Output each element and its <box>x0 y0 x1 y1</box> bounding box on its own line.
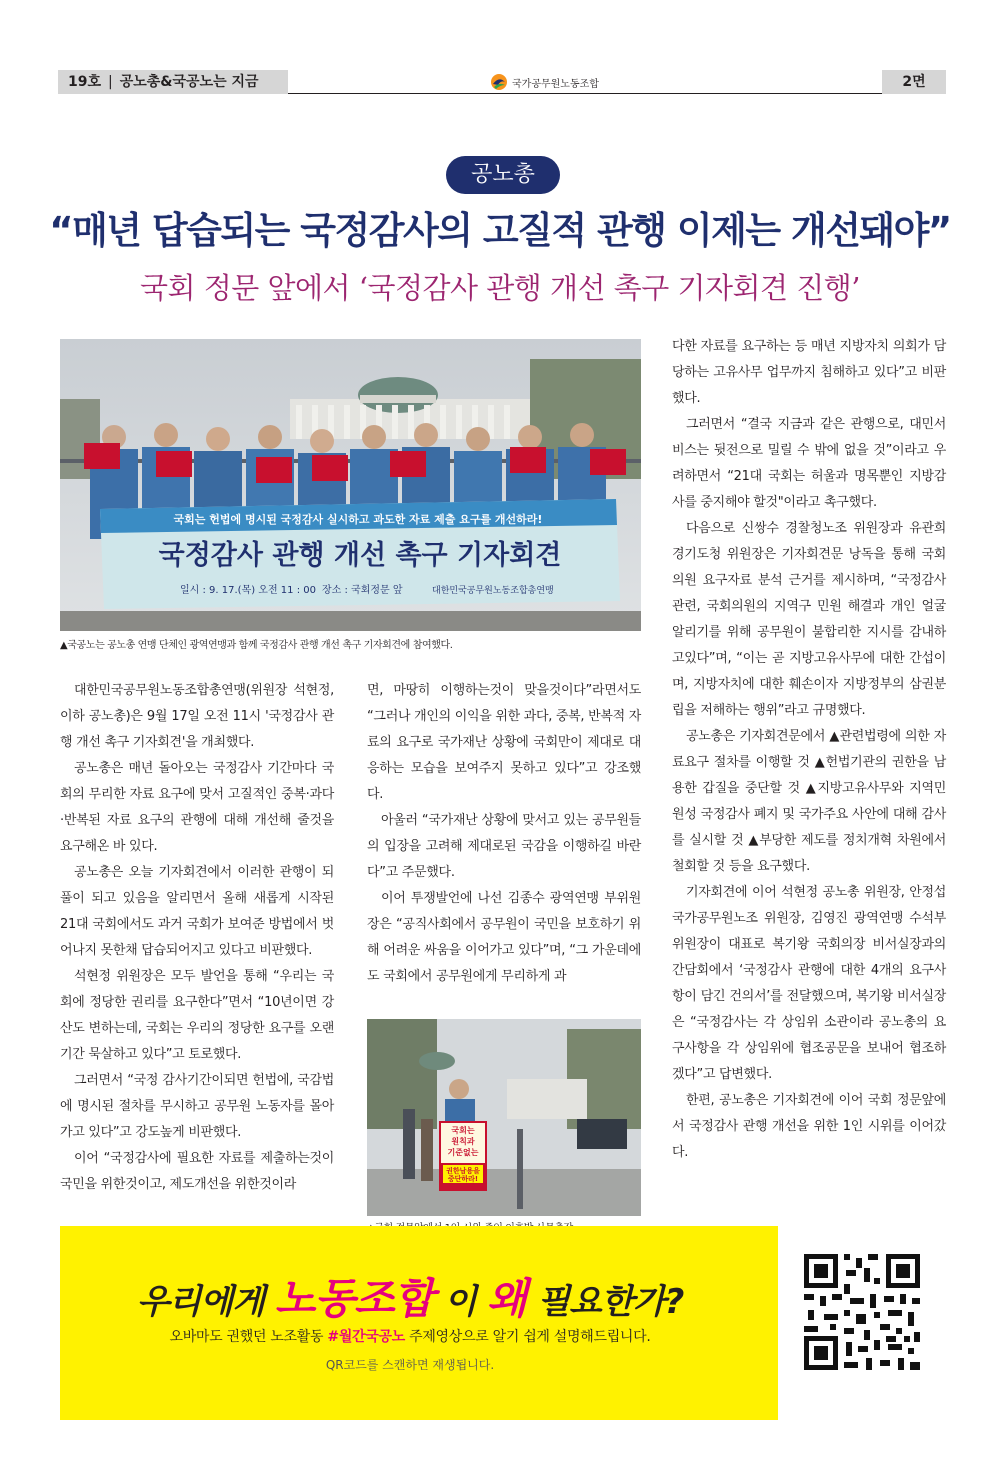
banner-date-text: 일시 : 9. 17.(목) 오전 11 : 00 <box>180 585 316 596</box>
sign-line-2: 원칙과 <box>451 1137 475 1146</box>
banner-title <box>60 1266 760 1326</box>
paragraph: 석현정 위원장은 모두 발언을 통해 “우리는 국회에 정당한 권리를 요구한다”면서 “10년이면 강산도 변하는데, 국회는 우리의 정당한 요구를 오랜기간 묵살하고 있다”고 토로했다. <box>60 969 334 1062</box>
page-number: 2면 <box>882 70 946 94</box>
banner-place-text: 장소 : 국회정문 앞 <box>322 585 403 596</box>
banner-top-text: 국회는 헌법에 명시된 국정감사 실시하고 과도한 자료 제출 요구를 개선하라! <box>173 513 543 526</box>
paragraph: 면, 마땅히 이행하는것이 맞을것이다”라면서도 “그러나 개인의 이익을 위한 과다, 중복, 반복적 자료의 요구로 국가재난 상황에 국회만이 제대로 대응하는 모습을 보여주지 못하고 있다”고 강조했다. <box>367 683 641 802</box>
banner-title-highlight: 노동조합 <box>274 1274 434 1323</box>
separator: | <box>108 74 113 90</box>
banner-title-highlight: 왜 <box>486 1274 527 1323</box>
banner-title-part: 필요한가? <box>537 1282 684 1322</box>
sign-line-1: 국회는 <box>451 1126 475 1135</box>
banner-title-part: 우리에게 <box>136 1282 265 1322</box>
issue-section-label <box>58 70 288 94</box>
page-header <box>58 70 946 94</box>
qr-code-icon <box>778 1226 946 1420</box>
paragraph: 대한민국공무원노동조합총연맹(위원장 석현정, 이하 공노총)은 9월 17일 오전 11시 '국정감사 관행 개선 촉구 기자회견'을 개최했다. <box>60 683 334 750</box>
issue-number: 19호 <box>68 74 102 90</box>
paragraph: 다음으로 신쌍수 경찰청노조 위원장과 유관희 경기도청 위원장은 기자회견문 낭독을 통해 국회의원 요구자료 분석 근거를 제시하며, “국정감사 관련, 국회의원의 지역구 민원 해결과 개인 얼굴 알리기를 위해 공무원이 불합리한 지시를 감내하고있다”며, “이는 곧 지방고유사무에 대한 간섭이며, 지방자치에 대한 훼손이자 지방정부의 삼권분립을 저해하는 행위”라고 규명했다. <box>672 521 946 718</box>
press-conference-photo <box>60 339 641 631</box>
promo-banner <box>60 1226 946 1420</box>
paragraph: 이어 투쟁발언에 나선 김종수 광역연맹 부위원장은 “공직사회에서 공무원이 국민을 보호하기 위해 어려운 싸움을 이어가고 있다”며, “그 가운데에도 국회에서 공무원에게 무리하게 과 <box>367 891 641 984</box>
banner-hashtag: #월간국공노 <box>327 1329 405 1345</box>
paragraph: 이어 “국정감사에 필요한 자료를 제출하는것이 국민을 위한것이고, 제도개선을 위한것이라 <box>60 1151 334 1192</box>
paragraph: 공노총은 오늘 기자회견에서 이러한 관행이 되풀이 되고 있음을 알리면서 올해 새롭게 시작된 21대 국회에서도 과거 국회가 보여준 방법에서 벗어나지 못한채 답습되어지고 있다고 비판했다. <box>60 865 334 958</box>
sign-line-4: 권한남용을 <box>446 1167 480 1175</box>
article-column-1 <box>60 678 334 1198</box>
paragraph: 한편, 공노총은 기자회견에 이어 국회 정문앞에서 국정감사 관행 개선을 위한 1인 시위를 이어갔다. <box>672 1093 946 1160</box>
press-conference-illustration <box>60 339 641 631</box>
banner-org-text: 대한민국공무원노동조합총연맹 <box>432 586 554 596</box>
sign-line-3: 기준없는 <box>447 1148 479 1157</box>
paragraph: 아울러 “국가재난 상황에 맞서고 있는 공무원들의 입장을 고려해 제대로된 국감을 이행하길 바란다”고 주문했다. <box>367 813 641 880</box>
banner-note: QR코드를 스캔하면 재생됩니다. <box>325 1358 495 1372</box>
paragraph: 공노총은 매년 돌아오는 국정감사 기간마다 국회의 무리한 자료 요구에 맞서 고질적인 중복·과다·반복된 자료 요구의 관행에 대해 개선해 줄것을 요구해온 바 있다. <box>60 761 334 854</box>
org-logo <box>490 72 599 92</box>
paragraph: 공노총은 기자회견문에서 ▲관련법령에 의한 자료요구 절차를 이행할 것 ▲헌법기관의 권한을 남용한 갑질을 중단할 것 ▲지방고유사무와 지역민원성 국정감사 폐지 및 국가주요 사안에 대해 감사를 실시할 것 ▲부당한 제도를 정치개혁 차원에서 철회할 것 등을 요구했다. <box>672 729 946 874</box>
paragraph: 기자회견에 이어 석현정 공노총 위원장, 안정섭 국가공무원노조 위원장, 김영진 광역연맹 수석부위원장이 대표로 복기왕 국회의장 비서실장과의 간담회에서 ‘국정감사 관행에 대한 4개의 요구사항이 담긴 건의서’를 전달했으며, 복기왕 비서실장은 “국정감사는 각 상임위 소관이라 공노총의 요구사항을 각 상임위에 협조공문을 보내어 협조하겠다”고 답변했다. <box>672 885 946 1082</box>
banner-sub-part: 오바마도 권했던 노조활동 <box>169 1329 324 1345</box>
header-rule <box>288 93 882 94</box>
banner-title-part: 이 <box>444 1282 476 1322</box>
article-headline: “매년 답습되는 국정감사의 고질적 관행 이제는 개선돼야” <box>49 209 951 252</box>
section-name: 공노총&국공노는 지금 <box>119 74 259 90</box>
paragraph: 다한 자료를 요구하는 등 매년 지방자치 의회가 담당하는 고유사무 업무까지 침해하고 있다”고 비판했다. <box>672 339 946 406</box>
banner-sub-part: 주제영상으로 알기 쉽게 설명해드립니다. <box>409 1329 651 1345</box>
paragraph: 그러면서 “결국 지금과 같은 관행으로, 대민서비스는 뒷전으로 밀릴 수 밖에 없을 것”이라고 우려하면서 “21대 국회는 허울과 명목뿐인 지방감사를 중지해야 할것"이라고 촉구했다. <box>672 417 946 510</box>
article-column-2 <box>367 678 641 990</box>
org-name: 국가공무원노동조합 <box>512 78 599 90</box>
section-tag: 공노총 <box>446 156 560 194</box>
paragraph: 그러면서 “국정 감사기간이되면 헌법에, 국감법에 명시된 절차를 무시하고 공무원 노동자를 몰아가고 있다”고 강도높게 비판했다. <box>60 1073 334 1140</box>
protest-photo <box>367 1019 641 1216</box>
banner-main-text: 국정감사 관행 개선 촉구 기자회견 <box>158 540 562 571</box>
article-subheadline: 국회 정문 앞에서 ‘국정감사 관행 개선 촉구 기자회견 진행’ <box>139 271 860 305</box>
banner-subtitle <box>60 1326 760 1346</box>
sign-line-5: 중단하라! <box>447 1175 479 1183</box>
article-column-3 <box>672 334 946 1166</box>
union-logo-icon <box>490 73 508 91</box>
protest-illustration <box>367 1019 641 1216</box>
photo1-caption: ▲국공노는 공노총 연맹 단체인 광역연맹과 함께 국정감사 관행 개선 촉구 기자회견에 참여했다. <box>60 640 453 651</box>
qr-code[interactable] <box>778 1226 946 1420</box>
